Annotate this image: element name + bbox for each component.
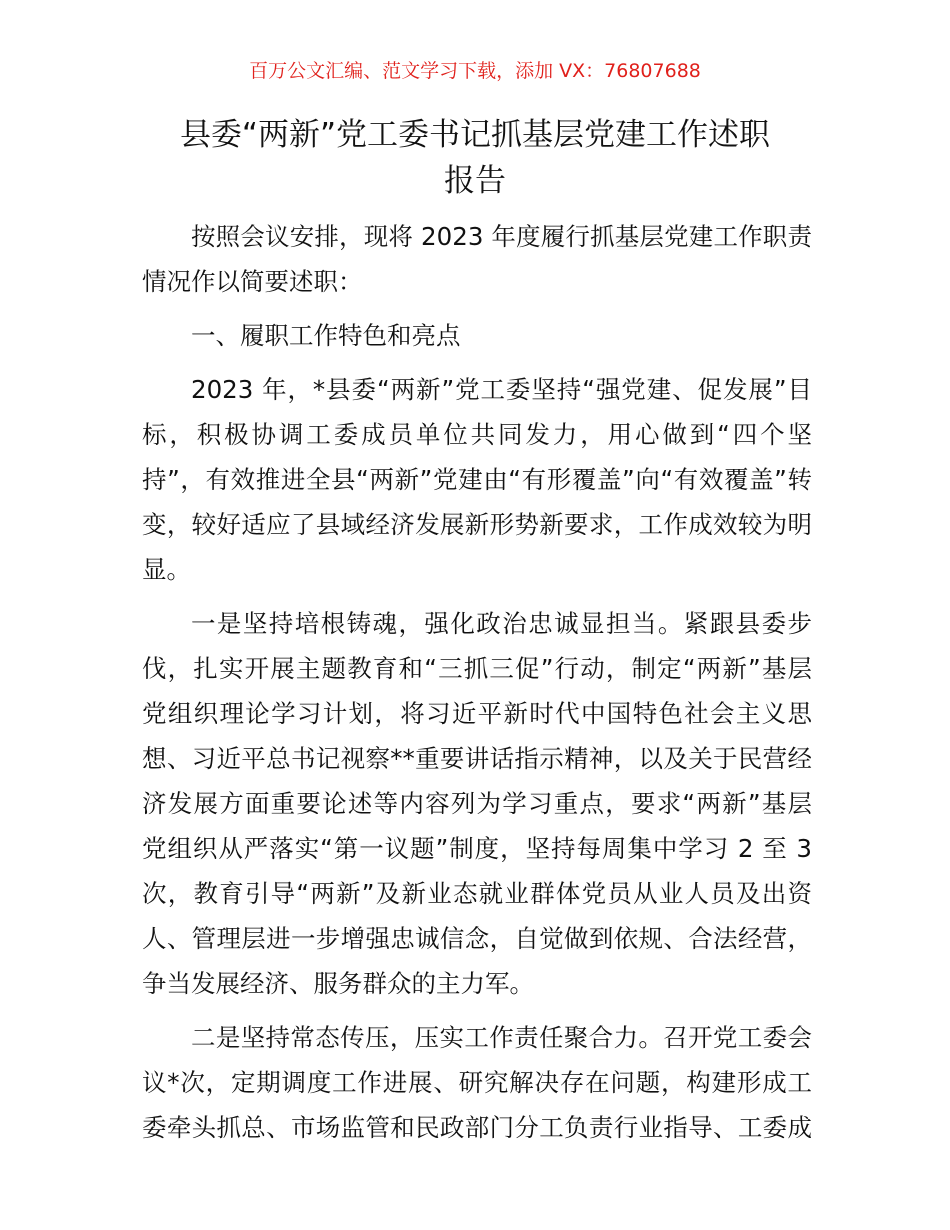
document-title	[100, 112, 850, 204]
document-body	[142, 214, 812, 1159]
paragraph	[142, 601, 812, 1006]
text-line: 情况作以简要述职：	[142, 267, 363, 296]
text-line: 二是坚持常态传压，压实工作责任聚合力。召开党工委会	[191, 1023, 812, 1052]
text-line: 济发展方面重要论述等内容列为学习重点，要求“两新”基层	[142, 789, 812, 818]
text-line: 议*次，定期调度工作进展、研究解决存在问题，构建形成工	[142, 1068, 812, 1097]
paragraph	[142, 214, 812, 304]
text-line: 变，较好适应了县域经济发展新形势新要求，工作成效较为明	[142, 510, 812, 539]
text-line: 党组织理论学习计划，将习近平新时代中国特色社会主义思	[142, 699, 812, 728]
text-line: 一、履职工作特色和亮点	[191, 321, 461, 350]
text-line: 党组织从严落实“第一议题”制度，坚持每周集中学习 2 至 3	[142, 834, 812, 863]
text-line: 次，教育引导“两新”及新业态就业群体党员从业人员及出资	[142, 879, 812, 908]
watermark-contact-text: 百万公文汇编、范文学习下载，添加 VX：76807688	[249, 60, 701, 82]
text-line: 伐，扎实开展主题教育和“三抓三促”行动，制定“两新”基层	[142, 654, 812, 683]
title-line: 报告	[444, 163, 506, 199]
title-line: 县委“两新”党工委书记抓基层党建工作述职	[179, 117, 771, 153]
text-line: 显。	[142, 555, 191, 584]
text-line: 标，积极协调工委成员单位共同发力，用心做到“四个坚	[142, 420, 812, 449]
text-line: 人、管理层进一步增强忠诚信念，自觉做到依规、合法经营，	[142, 924, 812, 953]
text-line: 想、习近平总书记视察**重要讲话指示精神，以及关于民营经	[142, 744, 812, 773]
text-line: 委牵头抓总、市场监管和民政部门分工负责行业指导、工委成	[142, 1113, 812, 1142]
section-heading	[142, 313, 812, 358]
text-line: 争当发展经济、服务群众的主力军。	[142, 969, 534, 998]
text-line: 2023 年，*县委“两新”党工委坚持“强党建、促发展”目	[191, 375, 812, 404]
paragraph	[142, 1015, 812, 1150]
paragraph	[142, 367, 812, 592]
text-line: 一是坚持培根铸魂，强化政治忠诚显担当。紧跟县委步	[191, 609, 812, 638]
text-line: 按照会议安排，现将 2023 年度履行抓基层党建工作职责	[191, 222, 812, 251]
text-line: 持”，有效推进全县“两新”党建由“有形覆盖”向“有效覆盖”转	[142, 465, 812, 494]
